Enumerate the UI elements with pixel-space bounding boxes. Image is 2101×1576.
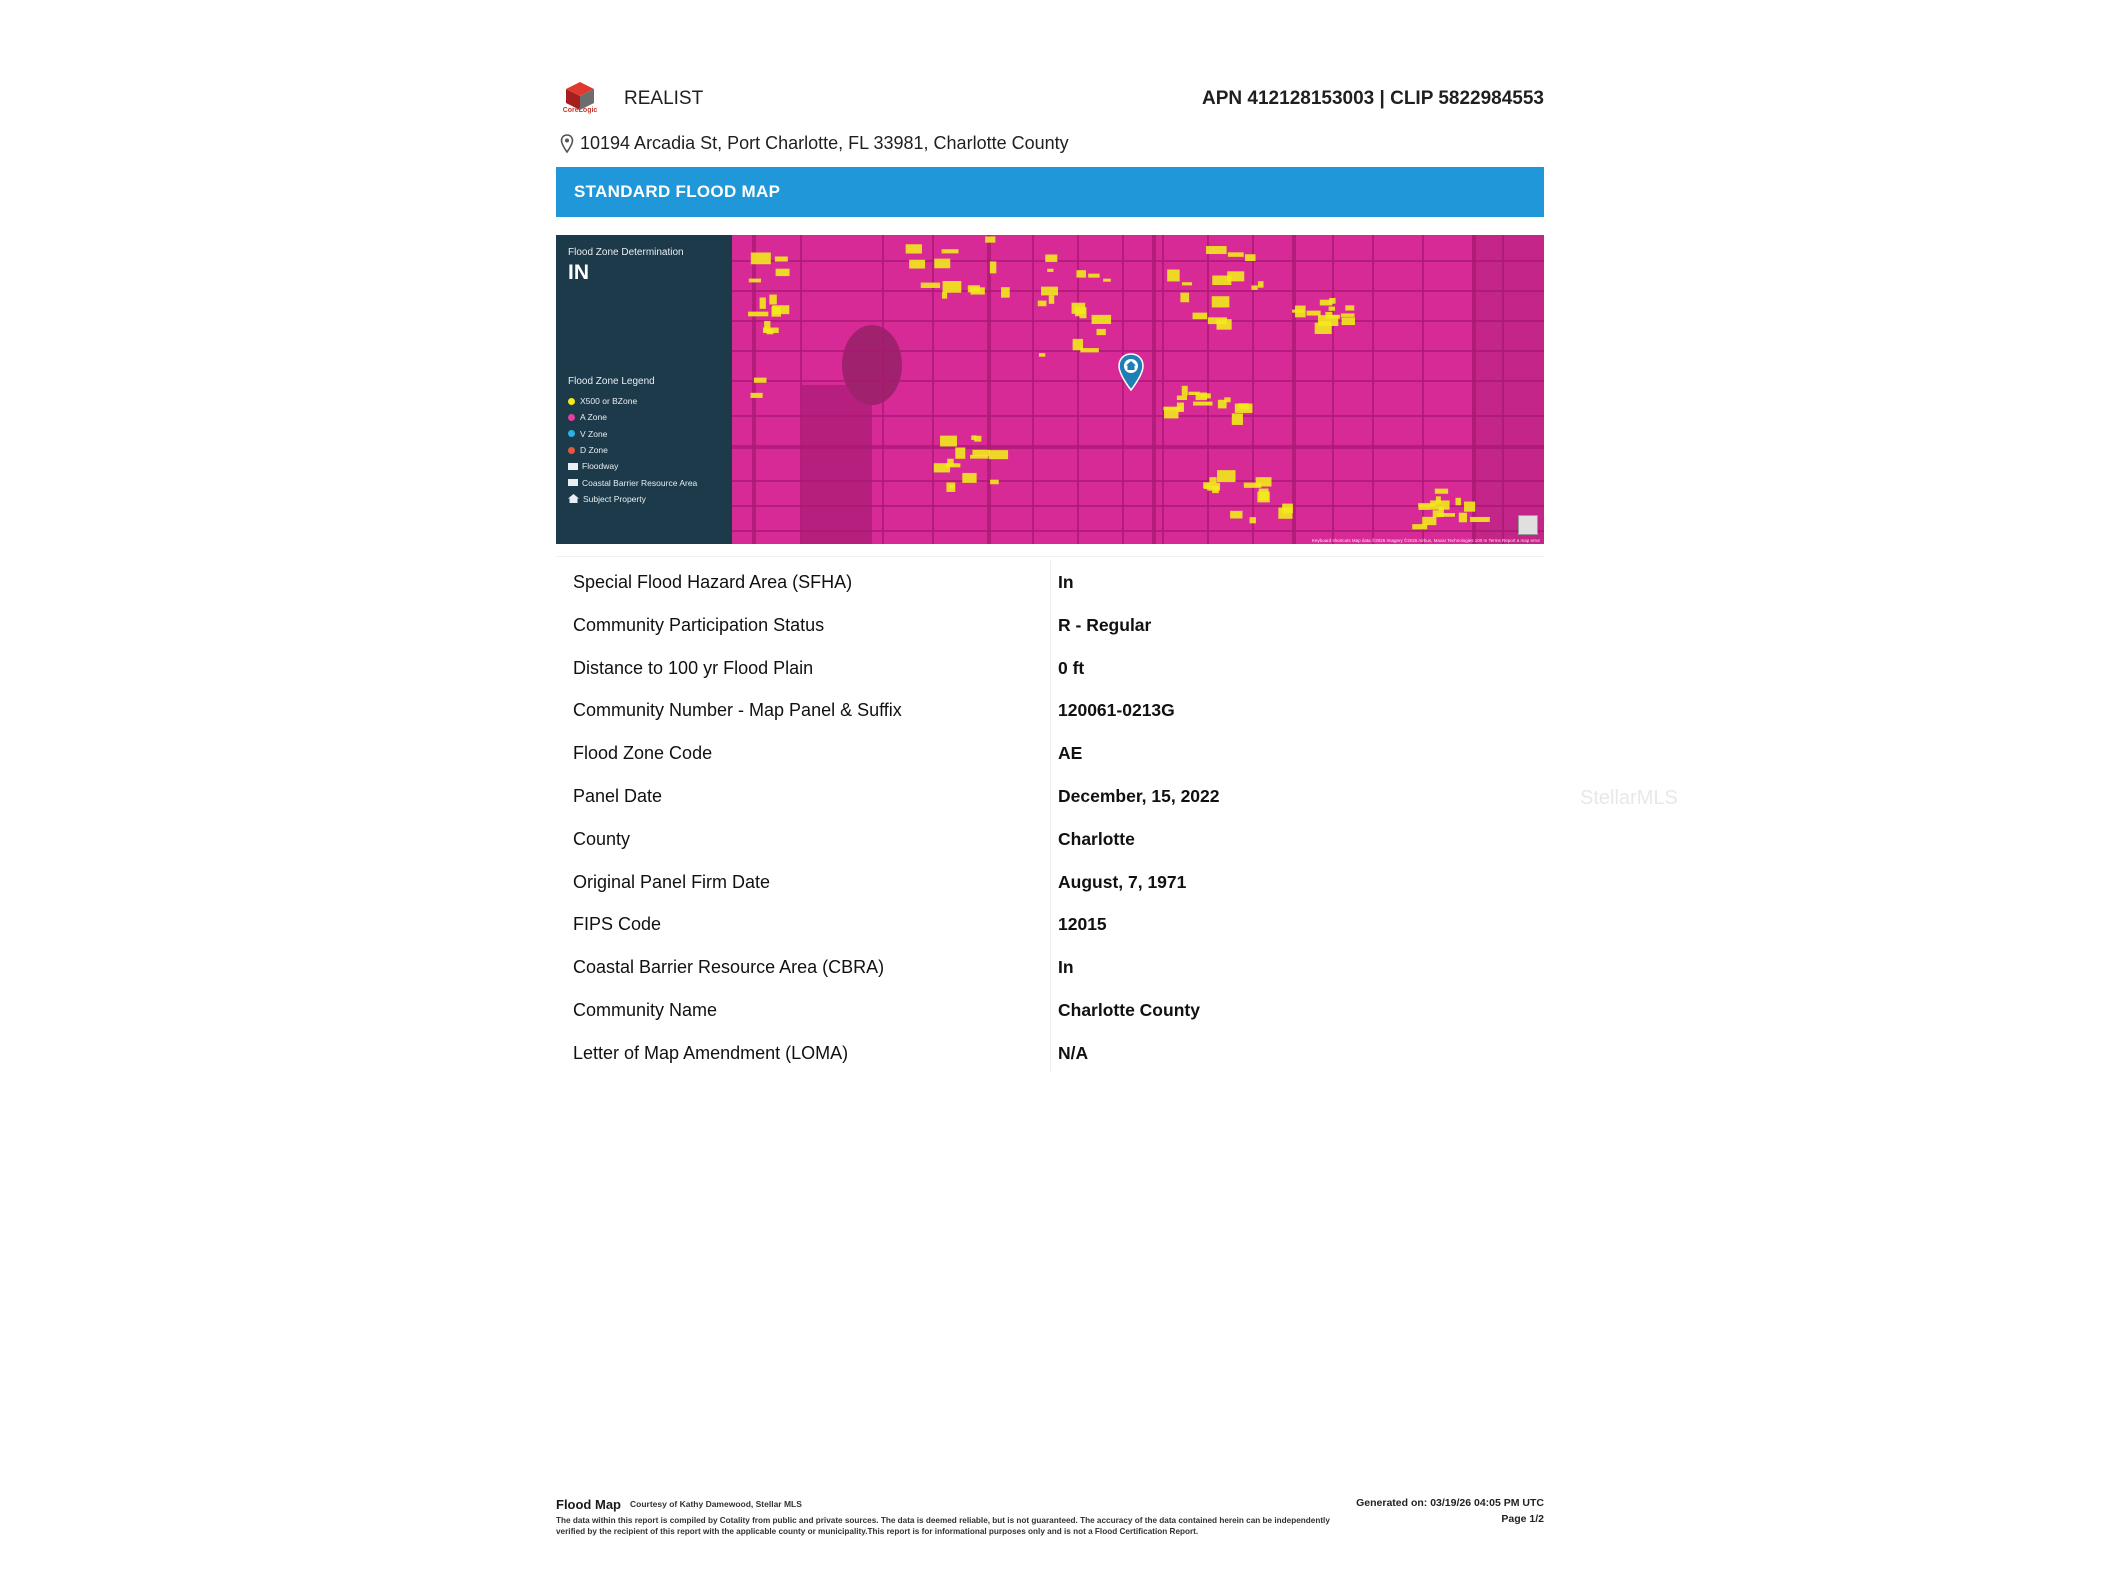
- floodway-swatch: [568, 463, 578, 470]
- detail-label: Community Name: [573, 999, 718, 1020]
- detail-label: Community Participation Status: [573, 614, 825, 635]
- house-icon: [568, 494, 579, 503]
- apn-clip: APN 412128153003 | CLIP 5822984553: [1202, 88, 1544, 109]
- flood-zone-legend: [568, 393, 697, 507]
- detail-row: [556, 774, 1544, 817]
- legend-item: Subject Property: [568, 491, 697, 507]
- detail-label: Flood Zone Code: [573, 743, 713, 764]
- location-pin-icon: [560, 134, 574, 154]
- generated-timestamp: Generated on: 03/19/26 04:05 PM UTC: [1356, 1497, 1544, 1509]
- detail-row: [556, 860, 1544, 903]
- detail-value: 0 ft: [1058, 657, 1085, 678]
- detail-row: [556, 988, 1544, 1031]
- cbra-swatch: [568, 479, 578, 486]
- detail-row: [556, 560, 1544, 603]
- determination-value: IN: [568, 261, 589, 284]
- legend-item: X500 or BZone: [568, 393, 697, 409]
- flood-map: [556, 235, 1544, 544]
- legend-item: Floodway: [568, 458, 697, 474]
- flood-details-table: [556, 560, 1544, 1074]
- section-title: STANDARD FLOOD MAP: [574, 182, 781, 201]
- table-top-rule: [556, 556, 1544, 557]
- brand-name: REALIST: [624, 88, 704, 109]
- section-banner: [556, 167, 1544, 217]
- map-side-panel: [556, 235, 732, 544]
- detail-row: [556, 688, 1544, 731]
- detail-value: N/A: [1058, 1042, 1089, 1063]
- footer-title: Flood Map: [556, 1497, 621, 1512]
- watermark: StellarMLS: [1580, 787, 1678, 809]
- map-canvas[interactable]: [732, 235, 1544, 544]
- detail-row: [556, 817, 1544, 860]
- detail-label: Coastal Barrier Resource Area (CBRA): [573, 957, 885, 978]
- detail-row: [556, 1031, 1544, 1074]
- legend-item: A Zone: [568, 409, 697, 425]
- detail-row: [556, 646, 1544, 689]
- x500-zone-swatch: [568, 398, 575, 405]
- detail-row: [556, 902, 1544, 945]
- a-zone-swatch: [568, 414, 575, 421]
- detail-label: Panel Date: [573, 785, 663, 806]
- detail-label: Community Number - Map Panel & Suffix: [573, 700, 902, 721]
- detail-value: Charlotte County: [1058, 999, 1200, 1020]
- determination-label: Flood Zone Determination: [568, 247, 684, 258]
- detail-row: [556, 603, 1544, 646]
- detail-label: Letter of Map Amendment (LOMA): [573, 1042, 849, 1063]
- detail-label: FIPS Code: [573, 914, 662, 935]
- detail-value: 12015: [1058, 914, 1107, 935]
- v-zone-swatch: [568, 430, 575, 437]
- legend-title: Flood Zone Legend: [568, 376, 655, 387]
- detail-value: Charlotte: [1058, 828, 1135, 849]
- legend-item: Coastal Barrier Resource Area: [568, 474, 697, 490]
- detail-value: R - Regular: [1058, 614, 1152, 635]
- legend-item: V Zone: [568, 426, 697, 442]
- detail-label: Special Flood Hazard Area (SFHA): [573, 572, 853, 592]
- detail-value: AE: [1058, 743, 1083, 764]
- detail-label: Original Panel Firm Date: [573, 871, 771, 892]
- d-zone-swatch: [568, 447, 575, 454]
- detail-value: 120061-0213G: [1058, 700, 1175, 721]
- detail-label: Distance to 100 yr Flood Plain: [573, 657, 814, 678]
- legend-item: D Zone: [568, 442, 697, 458]
- detail-row: [556, 731, 1544, 774]
- detail-value: In: [1058, 957, 1074, 978]
- page-number: Page 1/2: [1501, 1513, 1544, 1525]
- corelogic-logo-icon: [560, 80, 600, 120]
- logo-wordmark: CoreLogic: [562, 107, 598, 114]
- property-address: 10194 Arcadia St, Port Charlotte, FL 33981, Charlotte County: [580, 133, 1069, 153]
- detail-value: August, 7, 1971: [1058, 871, 1187, 892]
- footer-disclaimer: The data within this report is compiled by Cotality from public and private sources. The data is deemed reliable, but is not guaranteed. The accuracy of the data contained herein can be independently verified by the recipient of this report with the applicable county or municipality.This report is for informational purposes only and is not a Flood Certification Report.: [556, 1516, 1330, 1536]
- report-header: [556, 76, 1544, 153]
- map-attribution: Keyboard shortcuts Map data ©2026 Imagery ©2026 Airbus, Maxar Technologies 100 m Terms Report a map error: [1311, 538, 1540, 543]
- subject-property-marker-icon[interactable]: [1118, 353, 1144, 391]
- map-fullscreen-button[interactable]: [1518, 515, 1538, 535]
- detail-value: December, 15, 2022: [1058, 785, 1220, 806]
- detail-label: County: [573, 828, 631, 849]
- footer-courtesy: Courtesy of Kathy Damewood, Stellar MLS: [630, 1499, 802, 1509]
- detail-row: [556, 945, 1544, 988]
- detail-value: In: [1058, 572, 1074, 592]
